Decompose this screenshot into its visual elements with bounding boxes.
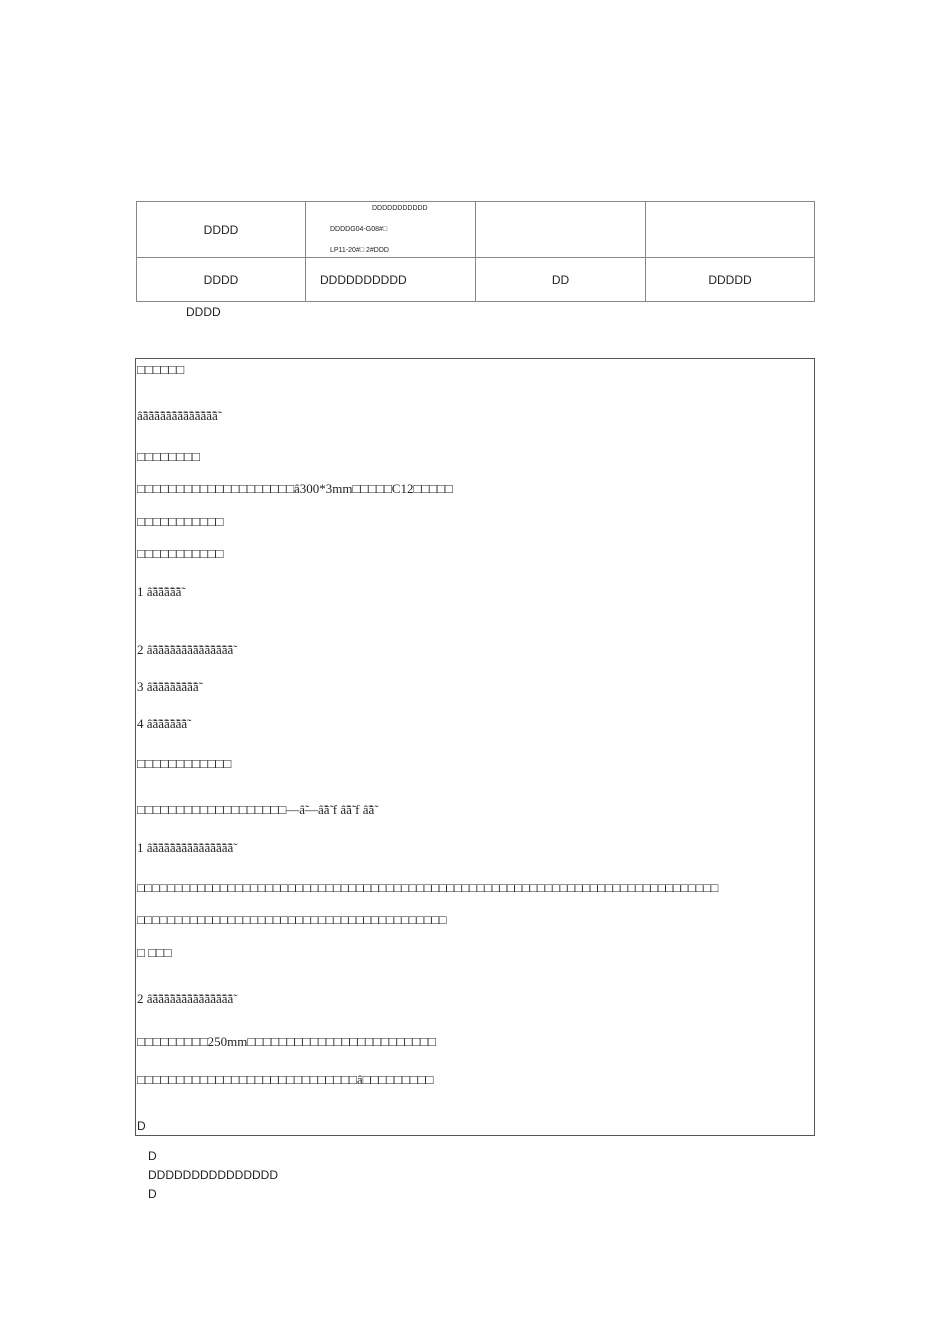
row2-label: DDDD (137, 258, 306, 302)
content-box (135, 358, 815, 1136)
row1-col4 (646, 202, 815, 258)
header-row-1 (137, 202, 815, 258)
content-line: 4 ȃ̃ȃ̃ȃ̃ȃ̃ȃ̃ȃ̃ȃ̃ (137, 716, 188, 731)
row2-col3: DD (476, 258, 646, 302)
content-line: □□□□□□□□□□□□□□□□□□□—ȃ̃—ȃ̃ȃ̃ f ȃ̃ȃ̃ f ȃ̃ȃ̃ (137, 802, 375, 817)
row1-spec-cell (306, 202, 476, 258)
content-line: □□□□□□□□□□□□□□□□□□□□ȃ300*3mm□□□□□C12□□□□□ (137, 481, 453, 496)
row2-value: DDDDDDDDDD (306, 258, 476, 302)
content-line: □□□□□□□□□□□□□□□□□□□□□□□□□□□□□□□□□□□□□□□□□ (137, 913, 447, 927)
row1-col3 (476, 202, 646, 258)
row1-spec-line2: DDDDG04-G08#□ (330, 226, 388, 233)
footer-line-1: D (148, 1149, 157, 1163)
content-line: □□□□□□□□□250mm□□□□□□□□□□□□□□□□□□□□□□□□ (137, 1034, 436, 1049)
content-line: ȃ̃ȃ̃ȃ̃ȃ̃ȃ̃ȃ̃ȃ̃ȃ̃ȃ̃ȃ̃ȃ̃ȃ̃ȃ̃ȃ̃ (137, 408, 218, 423)
content-line: 3 ȃ̃ȃ̃ȃ̃ȃ̃ȃ̃ȃ̃ȃ̃ȃ̃ȃ̃ (137, 679, 199, 694)
content-line: □□□□□□ (137, 362, 185, 377)
content-line: □□□□□□□□ (137, 449, 200, 464)
row1-label: DDDD (137, 202, 306, 258)
content-line: 2 ȃ̃ȃ̃ȃ̃ȃ̃ȃ̃ȃ̃ȃ̃ȃ̃ȃ̃ȃ̃ȃ̃ȃ̃ȃ̃ȃ̃ȃ̃ (137, 642, 234, 657)
row2-col4: DDDDD (646, 258, 815, 302)
content-line: D (137, 1119, 146, 1133)
content-line: 2 ȃ̃ȃ̃ȃ̃ȃ̃ȃ̃ȃ̃ȃ̃ȃ̃ȃ̃ȃ̃ȃ̃ȃ̃ȃ̃ȃ̃ȃ̃ (137, 991, 234, 1006)
content-line: □ □□□ (137, 945, 172, 960)
content-line: 1 ȃ̃ȃ̃ȃ̃ȃ̃ȃ̃ȃ̃ȃ̃ȃ̃ȃ̃ȃ̃ȃ̃ȃ̃ȃ̃ȃ̃ȃ̃ (137, 840, 234, 855)
header-table (136, 201, 815, 302)
content-line: 1 ȃ̃ȃ̃ȃ̃ȃ̃ȃ̃ȃ̃ (137, 584, 182, 599)
content-line: □□□□□□□□□□□□□□□□□□□□□□□□□□□□□□□□□□□□□□□□□□□□□□□□□□□□□□□□□□□□□□□□□□□□□□□□□□□□□ (137, 881, 719, 895)
content-line: □□□□□□□□□□□ (137, 514, 224, 529)
row1-spec-line1: DDDDDDDDDDD (372, 205, 428, 212)
footer-line-3: D (148, 1187, 157, 1201)
row1-spec-line3: LP11-20#□ 2#DDD (330, 247, 389, 254)
footer-line-2: DDDDDDDDDDDDDDD (148, 1168, 278, 1182)
below-table-label: DDDD (186, 305, 221, 319)
content-line: □□□□□□□□□□□□□□□□□□□□□□□□□□□□ȃ□□□□□□□□□ (137, 1072, 434, 1087)
content-line: □□□□□□□□□□□□ (137, 756, 232, 771)
header-row-2 (137, 258, 815, 302)
content-line: □□□□□□□□□□□ (137, 546, 224, 561)
